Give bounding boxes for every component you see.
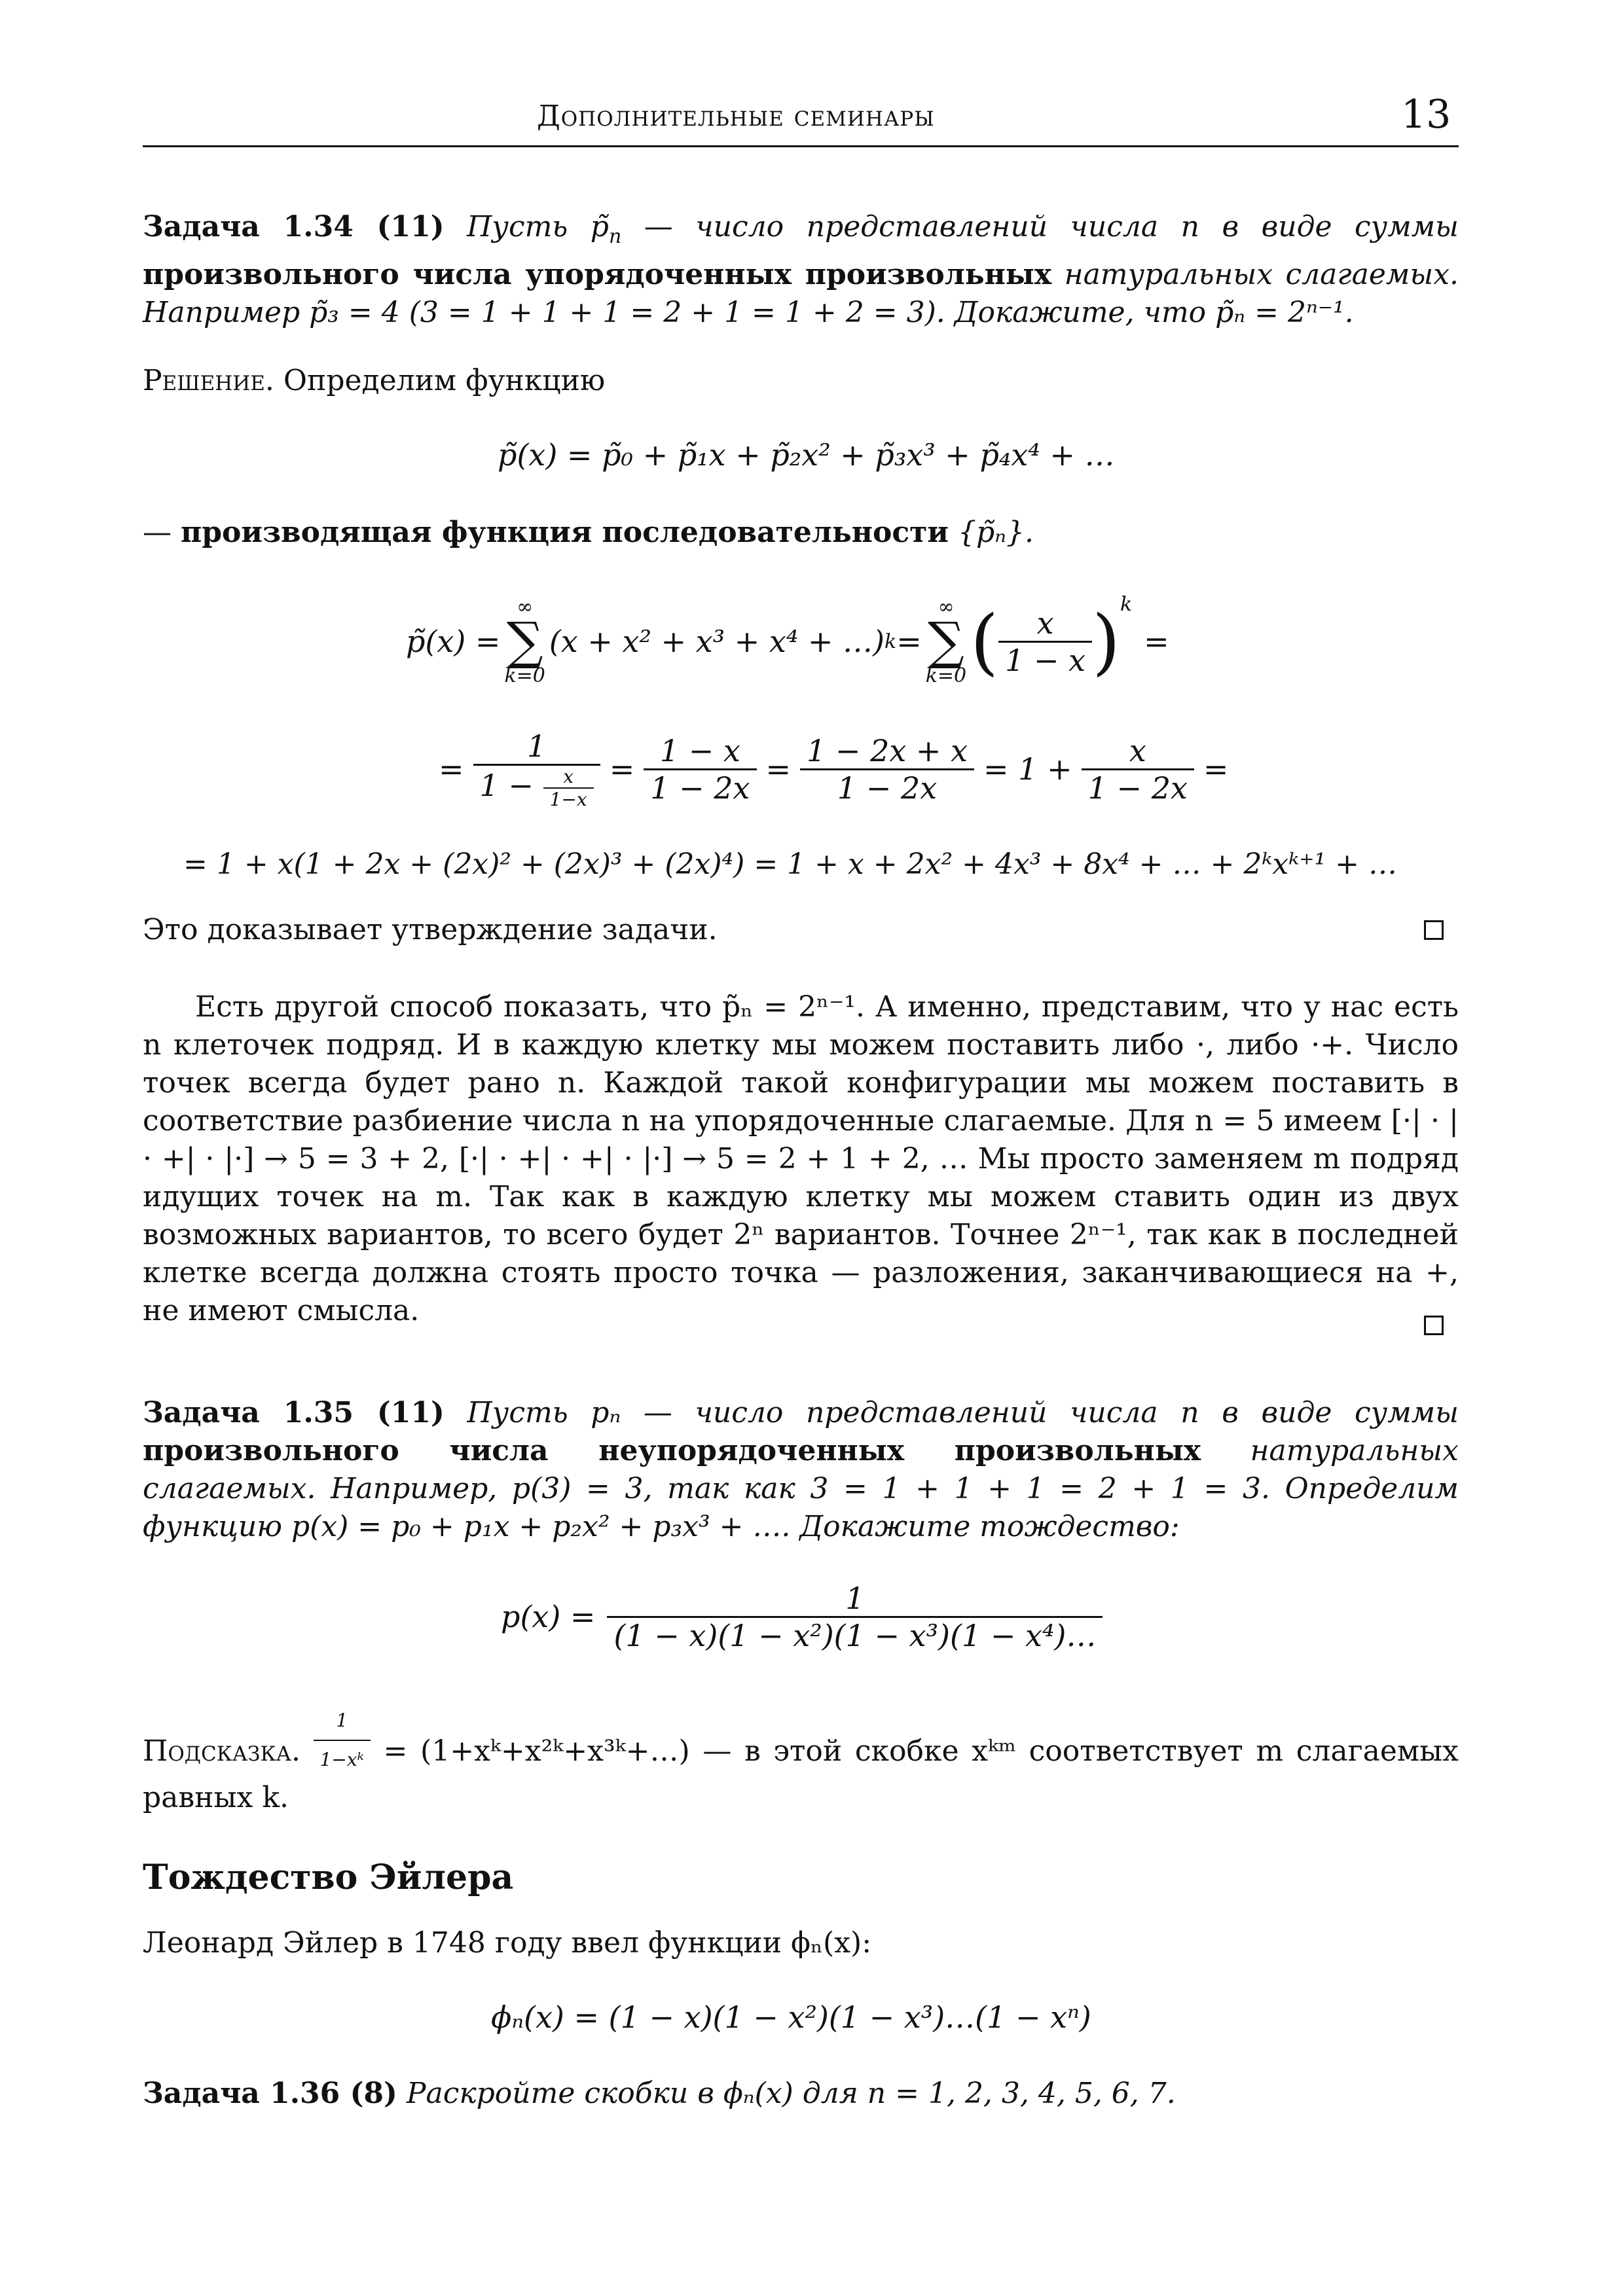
solution-label: Решение. [143, 364, 274, 397]
task-text-bold: произвольного числа неупорядоченных произвольных [143, 1434, 1201, 1467]
eq-sup-k: k [884, 630, 897, 653]
qed-square [1424, 1316, 1444, 1335]
frac-num: 1 − 2x + x [800, 733, 974, 770]
solution-text: Определим функцию [274, 364, 606, 397]
task-text-subscript: n [608, 224, 622, 248]
eq-sup-k: k [1120, 593, 1133, 616]
generating-function-caption [143, 514, 1459, 552]
hint-text: = (1+xᵏ+x²ᵏ+x³ᵏ+…) — в этой скобке xᵏᵐ соответствует m слагаемых равных k. [143, 1734, 1459, 1814]
fraction-x-over-1-minus-x [998, 605, 1092, 678]
eq-equals: = [609, 751, 635, 787]
fraction-one-over [473, 728, 600, 810]
hint-paragraph [143, 1702, 1459, 1817]
header-rule [143, 145, 1459, 147]
frac-num: x [1082, 733, 1194, 770]
frac-num: 1 − x [644, 733, 756, 770]
eq-sum-left: p̃(x) = [406, 624, 501, 659]
task-1-34 [143, 208, 1459, 332]
equation-generating-function: p̃(x) = p̃₀ + p̃₁x + p̃₂x² + p̃₃x³ + p̃₄x⁴ + … [498, 437, 1115, 473]
solution-intro [143, 362, 1459, 400]
frac-den: 1 − 2x [1087, 770, 1188, 806]
task-text: натуральных слагаемых. Например p̃₃ = 4 (3 = 1 + 1 + 1 = 2 + 1 = 1 + 2 = 3). Докажите, что p̃ₙ = 2ⁿ⁻¹. [143, 257, 1459, 329]
sum-operator [504, 596, 545, 687]
equation-series-expansion: = 1 + x(1 + 2x + (2x)² + (2x)³ + (2x)⁴) = 1 + x + 2x² + 4x³ + 8x⁴ + … + 2ᵏxᵏ⁺¹ + … [183, 848, 1397, 881]
eq-one-plus: = 1 + [983, 751, 1072, 787]
caption-tail: {p̃ₙ}. [949, 516, 1034, 549]
task-text: натуральных слагаемых. Например, p(3) = 3, так как 3 = 1 + 1 + 1 = 2 + 1 = 3. Определим функцию p(x) = p₀ + p₁x + p₂x² + p₃x³ + …. Докажите тождество: [143, 1434, 1459, 1543]
frac-num: 1 [607, 1581, 1103, 1618]
eq-equals: = [1203, 751, 1229, 787]
eq-left: p(x) = [501, 1599, 596, 1634]
task-label: Задача 1.36 (8) [143, 2077, 397, 2110]
task-1-36 [143, 2075, 1459, 2113]
frac-num: 1 [473, 728, 600, 766]
eq-equals: = [439, 751, 464, 787]
frac-den: (1 − x)(1 − x²)(1 − x³)(1 − x⁴)… [613, 1617, 1097, 1653]
equation-fraction-chain [439, 726, 1228, 812]
task-text: Пусть pₙ — число представлений числа n в виде суммы [467, 1396, 1459, 1429]
hint-label: Подсказка. [143, 1734, 301, 1768]
frac-num: x [998, 605, 1092, 643]
task-text: Пусть p̃ [467, 210, 609, 243]
sum-symbol: ∑ [928, 612, 964, 671]
task-1-35 [143, 1394, 1459, 1546]
fraction-2 [644, 733, 756, 806]
fraction-3 [800, 733, 974, 806]
eq-equals: = [765, 751, 792, 787]
task-text-bold: произвольного числа упорядоченных произвольных [143, 257, 1052, 291]
eq-sum-mid: (x + x² + x³ + x⁴ + …) [549, 624, 884, 659]
sum-bottom: k=0 [925, 664, 967, 687]
task-label: Задача 1.35 (11) [143, 1396, 445, 1429]
task-label: Задача 1.34 (11) [143, 210, 445, 243]
alternative-proof: Есть другой способ показать, что p̃ₙ = 2ⁿ⁻¹. А именно, представим, что у нас есть n клеточек подряд. И в каждую клетку мы можем поставить либо ·, либо ·+. Число точек всегда будет рано n. Каждой такой конфигурации мы можем поставить в соответствие разбиение числа n на упорядоченные слагаемые. Для n = 5 имеем [·| · | · +| · |·] → 5 = 3 + 2, [·| · +| · +| · |·] → 5 = 2 + 1 + 2, … Мы просто заменяем m подряд идущих точек на m. Так как в каждую клетку мы можем ставить один из двух возможных вариантов, то всего будет 2ⁿ вариантов. Точнее 2ⁿ⁻¹, так как в последней клетке всегда должна стоять просто точка — разложения, заканчивающиеся на +, не имеют смысла. [143, 990, 1459, 1327]
sum-symbol: ∑ [506, 612, 543, 671]
task-text: Раскройте скобки в ϕₙ(x) для n = 1, 2, 3, 4, 5, 6, 7. [406, 2077, 1176, 2110]
frac-den: 1 − 2x [650, 770, 750, 806]
eq-sum-eq: = [896, 624, 922, 659]
sum-operator [926, 596, 966, 687]
sum-bottom: k=0 [504, 664, 545, 687]
caption-dash: — [143, 516, 181, 549]
frac-den: 1 − $\frac{x}{1-x}$ [473, 766, 600, 810]
frac-den: 1 − x [1005, 642, 1086, 678]
equation-partition-identity [501, 1574, 1103, 1659]
qed-square [1424, 920, 1444, 940]
eq-sum-end: = [1144, 624, 1169, 659]
euler-intro: Леонард Эйлер в 1748 году ввел функции ϕₙ(x): [143, 1926, 872, 1960]
fraction-partition [607, 1581, 1103, 1653]
equation-euler-function: ϕₙ(x) = (1 − x)(1 − x²)(1 − x³)…(1 − xⁿ) [491, 2000, 1091, 2035]
solution-conclusion: Это доказывает утверждение задачи. [143, 913, 718, 946]
equation-sum: p̃(x) = ∞ ∑ k=0 (x + x² + x³ + x⁴ + …) k = ∞ ∑ k=0 ( $\frac{x}{1 - x}$ ) $^k$ = [406, 593, 1169, 687]
fraction-4 [1082, 733, 1194, 806]
sum-top: ∞ [938, 596, 955, 619]
sum-top: ∞ [517, 596, 534, 619]
running-header-title: Дополнительные семинары [537, 99, 935, 133]
hint-fraction: $\frac{1}{\text{1−xᵏ}}$ [314, 1702, 371, 1779]
section-title: Тождество Эйлера [143, 1857, 514, 1897]
frac-den: 1 − 2x [837, 770, 938, 806]
caption-bold: производящая функция последовательности [181, 516, 949, 549]
page-number: 13 [1401, 92, 1451, 137]
task-text: — число представлений числа n в виде суммы [621, 210, 1459, 243]
